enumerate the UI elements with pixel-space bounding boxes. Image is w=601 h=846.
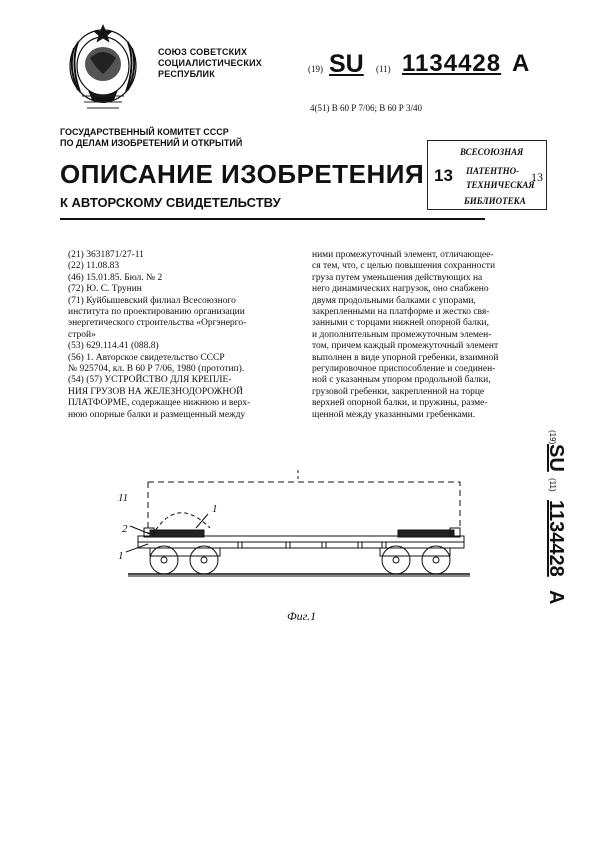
committee-line: ГОСУДАРСТВЕННЫЙ КОМИТЕТ СССР	[60, 127, 229, 137]
figure-railcar-platform	[108, 470, 488, 610]
claim-line: верхней опорной балки, и пружины, разме-	[312, 398, 488, 409]
ussr-emblem-icon	[60, 20, 146, 116]
claim-line: и дополнительным промежуточным элемен-	[312, 329, 492, 340]
claim-line: щенной между указанными гребенками.	[312, 409, 476, 420]
figure-label-device: 1	[212, 503, 218, 515]
claim-line: выполнен в виде упорной гребенки, взаимной	[312, 352, 499, 363]
committee-block	[60, 127, 242, 149]
biblio-line: ПЛАТФОРМЕ, содержащее нижнюю и верх-	[68, 398, 251, 409]
biblio-line: (72) Ю. С. Трунин	[68, 284, 142, 295]
figure-label-beam: 1	[118, 550, 124, 562]
claim-line: регулировочное приспособление и соединен-	[312, 364, 496, 375]
biblio-line: (56) 1. Авторское свидетельство СССР	[68, 352, 225, 363]
biblio-line: (54) (57) УСТРОЙСТВО ДЛЯ КРЕПЛЕ-	[68, 375, 232, 386]
claim-line: грузовой гребенки, закрепленной на торце	[312, 386, 485, 397]
stamp-number: 13	[434, 166, 453, 185]
claim-column	[312, 250, 545, 421]
claim-line: него динамических нагрузок, оно снабжено	[312, 284, 489, 295]
biblio-line: (71) Куйбышевский филиал Всесоюзного	[68, 295, 236, 306]
country-block	[158, 47, 262, 80]
biblio-line: строй»	[68, 329, 96, 340]
stamp-line: БИБЛИОТЕКА	[464, 196, 526, 206]
biblio-line: института по проектированию организации	[68, 307, 245, 318]
claim-line: ся тем, что, с целью повышения сохранности	[312, 261, 496, 272]
claim-line: ной с указанным упором продольной балки,	[312, 375, 491, 386]
bibliographic-column	[68, 250, 293, 421]
claim-line: занными с торцами нижней опорной балки,	[312, 318, 489, 329]
biblio-line: энергетического строительства «Оргэнерго-	[68, 318, 247, 329]
stamp-line: ПАТЕНТНО-	[466, 166, 520, 176]
claim-line: закрепленными на платформе и жестко свя-	[312, 307, 490, 318]
document-title: ОПИСАНИЕ ИЗОБРЕТЕНИЯ	[60, 159, 425, 189]
stamp-side-number: 13	[531, 170, 543, 184]
country-code-prefix: (19)	[308, 64, 323, 74]
patent-number-prefix: (11)	[376, 64, 391, 74]
claim-line: двумя продольными балками с упорами,	[312, 295, 476, 306]
vertical-patent-number	[540, 430, 570, 660]
claim-line: том, причем каждый промежуточный элемент	[312, 341, 499, 352]
vertical-patent-number-text: 1134428	[545, 500, 567, 577]
figure-label-comb: 2	[122, 523, 128, 535]
vertical-country-code: SU	[545, 444, 567, 472]
country-code: SU	[329, 50, 364, 78]
biblio-line: нюю опорные балки и размещенный между	[68, 409, 246, 420]
claim-line: ними промежуточный элемент, отличающее-	[312, 250, 494, 260]
biblio-line: (22) 11.08.83	[68, 261, 120, 272]
figure-label-load: 11	[118, 492, 129, 504]
biblio-line: (46) 15.01.85. Бюл. № 2	[68, 272, 163, 283]
ipc-classification: 4(51) В 60 Р 7/06; В 60 Р 3/40	[310, 103, 423, 113]
patent-number: 1134428	[402, 50, 502, 77]
country-line: СОЮЗ СОВЕТСКИХ	[158, 47, 248, 57]
country-line: СОЦИАЛИСТИЧЕСКИХ	[158, 58, 262, 68]
claim-line: груза путем уменьшения действующих на	[312, 272, 483, 283]
header-divider	[60, 218, 485, 220]
biblio-line: № 925704, кл. В 60 Р 7/06, 1980 (прототип).	[68, 364, 245, 375]
committee-line: ПО ДЕЛАМ ИЗОБРЕТЕНИЙ И ОТКРЫТИЙ	[60, 138, 243, 148]
document-subtitle: К АВТОРСКОМУ СВИДЕТЕЛЬСТВУ	[60, 195, 281, 210]
country-line: РЕСПУБЛИК	[158, 69, 215, 79]
figure-caption: Фиг.1	[287, 609, 317, 623]
patent-kind: A	[512, 50, 530, 77]
stamp-line: ВСЕСОЮЗНАЯ	[460, 147, 524, 157]
vertical-number-prefix: (11)	[548, 478, 557, 492]
biblio-line: (53) 629.114.41 (088.8)	[68, 341, 159, 352]
vertical-country-prefix: (19)	[548, 430, 557, 445]
biblio-line: НИЯ ГРУЗОВ НА ЖЕЛЕЗНОДОРОЖНОЙ	[68, 386, 244, 397]
biblio-line: (21) 3631871/27-11	[68, 250, 144, 260]
vertical-patent-kind: A	[545, 590, 567, 605]
stamp-line: ТЕХНИЧЕСКАЯ	[466, 180, 535, 190]
